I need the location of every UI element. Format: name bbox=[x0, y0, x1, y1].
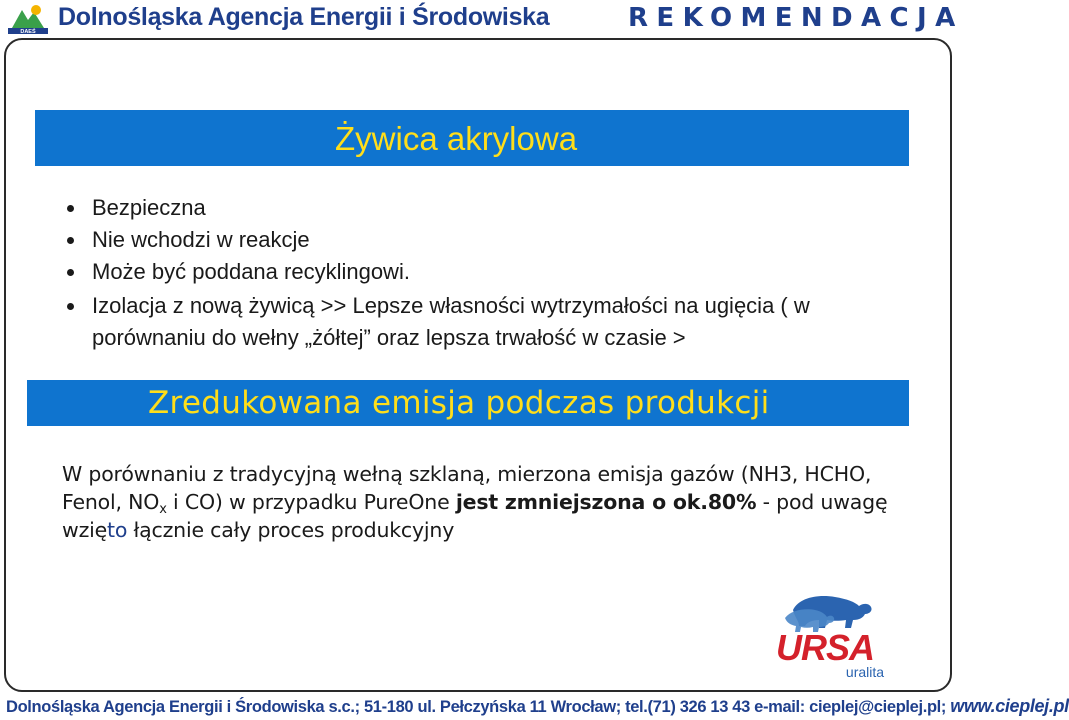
emission-paragraph: W porównaniu z tradycyjną wełną szklaną, mierzona emisja gazów (NH3, HCHO, Fenol, $NO_x$ i CO) w przypadku PureOne jest zmniejszona o ok.80% - pod uwagę wzięto łącznie cały proces produkcyjny bbox=[62, 462, 888, 542]
section-title-emission: Zredukowana emisja podczas produkcji bbox=[148, 385, 770, 421]
section-title-resin: Żywica akrylowa bbox=[335, 120, 578, 157]
uralita-text: uralita bbox=[845, 664, 885, 680]
header bbox=[0, 0, 964, 38]
agency-title: Dolnośląska Agencja Energii i Środowiska bbox=[58, 3, 550, 31]
daes-logo-text: DAEŚ bbox=[20, 29, 36, 35]
recommendation-label: REKOMENDACJA bbox=[628, 3, 964, 33]
resin-bullet-list bbox=[60, 192, 920, 354]
bullet-item: Bezpieczna bbox=[60, 192, 920, 224]
ursa-logo bbox=[755, 588, 895, 683]
bullet-dot-icon bbox=[67, 303, 74, 310]
bullet-dot-icon bbox=[67, 205, 74, 212]
bullet-item: Izolacja z nową żywicą >> Lepsze własności wytrzymałości na ugięcia ( w porównaniu do wełny „żółtej” oraz lepsza trwałość w czasie > bbox=[60, 290, 920, 354]
bullet-item: Nie wchodzi w reakcje bbox=[60, 224, 920, 256]
footer bbox=[6, 696, 1069, 717]
ursa-brand-text: URSA bbox=[775, 627, 875, 668]
bullet-item: Może być poddana recyklingowi. bbox=[60, 256, 920, 288]
footer-website-link[interactable]: www.cieplej.pl bbox=[950, 696, 1069, 716]
bullet-dot-icon bbox=[67, 269, 74, 276]
section-banner-emission bbox=[27, 380, 909, 426]
bullet-dot-icon bbox=[67, 237, 74, 244]
section-banner-resin bbox=[35, 110, 909, 166]
daes-logo bbox=[8, 2, 48, 34]
emission-reduction-highlight: jest zmniejszona o ok.80% bbox=[455, 490, 757, 514]
footer-address: Dolnośląska Agencja Energii i Środowiska s.c.; 51-180 ul. Pełczyńska 11 Wrocław; tel.(71) 326 13 43 e-mail: cieplej@cieplej.pl; bbox=[6, 698, 947, 716]
